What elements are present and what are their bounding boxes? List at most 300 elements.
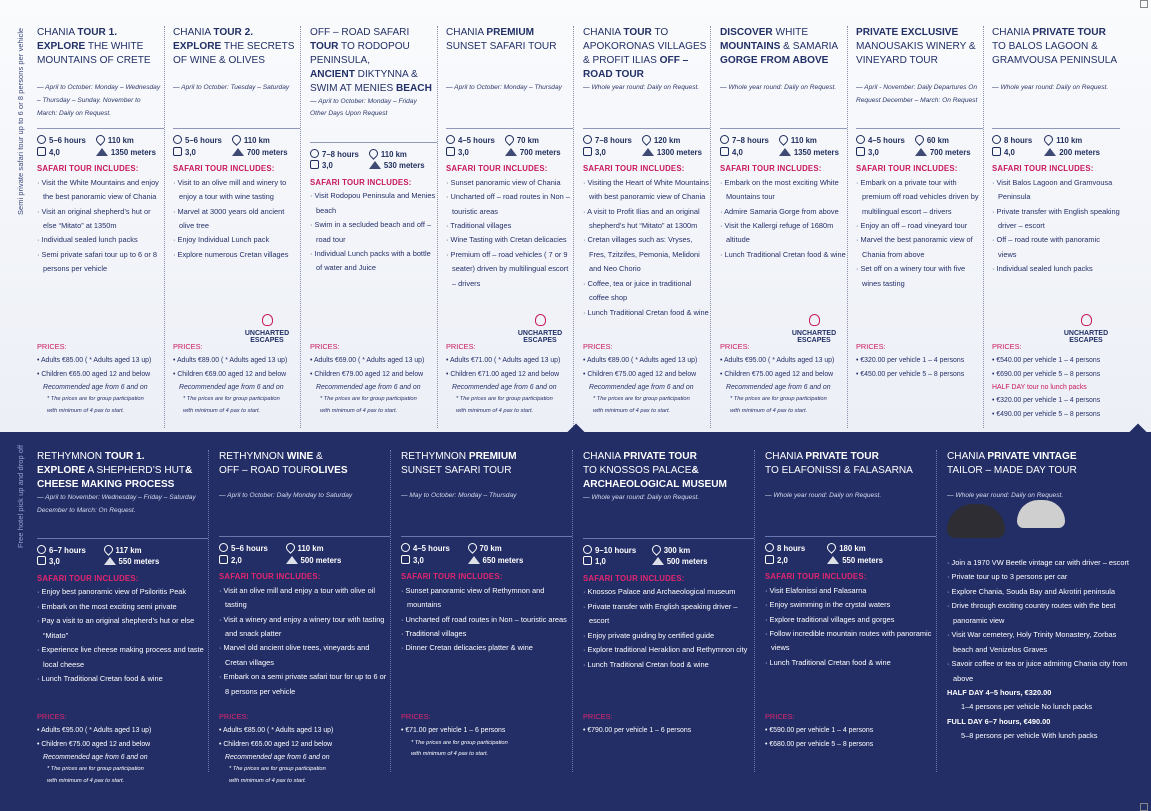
mountain-icon — [104, 557, 116, 565]
tour-stats — [401, 543, 531, 566]
divider — [173, 128, 300, 129]
list-item: · Marvel old ancient olive trees, vineyards and Cretan villages — [219, 641, 390, 670]
altitude-stat — [369, 160, 425, 172]
logo-mark-icon — [262, 314, 273, 326]
duration-stat — [856, 135, 905, 147]
title-part: TO — [651, 27, 669, 38]
schedule: — Whole year round: Daily on Request. — [720, 84, 837, 91]
price-line: • Adults €85.00 ( * Adults aged 13 up) — [219, 727, 334, 735]
rating-value: 2,0 — [231, 555, 242, 565]
distance-value: 117 km — [115, 545, 142, 555]
clock-icon — [856, 135, 865, 144]
title-strong: TOUR 1. — [104, 451, 145, 462]
duration-stat — [401, 543, 458, 555]
title-strong: TOUR — [623, 27, 652, 38]
altitude-value: 700 meters — [246, 147, 288, 157]
duration-value: 5–6 hours — [231, 544, 268, 553]
title-part: TAILOR – MADE DAY TOUR — [947, 464, 1077, 476]
includes-list — [37, 585, 208, 686]
tour-title — [720, 26, 847, 82]
rating-stat — [310, 160, 359, 172]
list-item: · Traditional villages — [401, 627, 572, 641]
tour-title — [37, 450, 208, 492]
price-line: HALF DAY tour no lunch packs — [992, 383, 1087, 391]
tour-title — [310, 26, 437, 96]
price-line: Recommended age from 6 and on — [452, 383, 557, 391]
title-part: & SAMARIA — [780, 40, 838, 52]
list-item: · Premium off – road vehicles ( 7 or 9 seater) driven by multilingual escort – drivers — [446, 248, 573, 291]
title-part: OFF – ROAD TOUR — [219, 464, 311, 476]
prices-block — [310, 340, 424, 417]
pin-icon — [503, 133, 516, 146]
uncharted-escapes-logo — [780, 314, 848, 344]
list-item: · Visit the White Mountains and enjoy the best panoramic view of Chania — [37, 176, 164, 205]
rating-stat — [992, 147, 1034, 159]
pin-icon — [94, 133, 107, 146]
title-part: A SHEPHERD’S HUT — [85, 464, 186, 476]
tour-column — [37, 450, 209, 784]
price-line: Recommended age from 6 and on — [225, 753, 330, 761]
list-item: · Embark on the most exciting White Mountains tour — [720, 176, 847, 205]
includes-list — [583, 585, 754, 672]
price-line: • Children €75.00 aged 12 and below — [37, 740, 151, 748]
list-item: · Visit the Kallergi refuge of 1680m altitude — [720, 219, 847, 248]
price-line: • Children €71.00 aged 12 and below — [446, 370, 560, 378]
price-line: • Children €65.00 aged 12 and below — [219, 740, 333, 748]
prices-block — [37, 340, 151, 417]
list-item: · Visiting the Heart of White Mountains with best panoramic view of Chania — [583, 176, 710, 205]
list-item: · Lunch Traditional Cretan food & wine — [720, 248, 847, 262]
altitude-value: 1350 meters — [793, 147, 839, 157]
includes-heading: SAFARI TOUR INCLUDES: — [720, 164, 822, 174]
vw-beetle-black-image — [947, 504, 1005, 538]
title-strong: TOUR — [310, 40, 339, 52]
logo-text: UNCHARTED — [791, 330, 837, 337]
tour-title — [583, 26, 710, 82]
includes-heading: SAFARI TOUR INCLUDES: — [583, 164, 685, 174]
prices-heading: PRICES: — [856, 342, 886, 351]
list-item: · Enjoy best panoramic view of Psiloritis Peak — [37, 585, 208, 599]
tour-stats — [765, 543, 895, 566]
mountain-icon — [468, 556, 480, 564]
distance-stat — [96, 135, 156, 147]
price-line: * The prices are for group participation — [183, 396, 280, 403]
schedule: — Whole year round: Daily on Request. — [992, 84, 1109, 91]
prices-block — [401, 710, 508, 760]
logo-mark-icon — [809, 314, 820, 326]
price-line: • Children €79.00 aged 12 and below — [310, 370, 424, 378]
title-part: CHANIA — [583, 451, 624, 462]
altitude-stat — [104, 556, 167, 568]
title-part: TO RODOPOU PENINSULA, — [310, 40, 410, 66]
list-item: · Visit War cemetery, Holy Trinity Monastery, Zorbas beach and Venizelos Graves — [947, 628, 1137, 657]
clock-icon — [992, 135, 1001, 144]
includes-heading: SAFARI TOUR INCLUDES: — [401, 572, 503, 582]
rating-value: 4,0 — [1004, 147, 1015, 157]
includes-heading: SAFARI TOUR INCLUDES: — [37, 574, 139, 584]
clock-icon — [37, 545, 46, 554]
divider — [310, 142, 437, 143]
price-line: • €71.00 per vehicle 1 – 6 persons — [401, 727, 506, 735]
list-item: · Semi private safari tour up to 6 or 8 persons per vehicle — [37, 248, 164, 277]
duration-value: 8 hours — [1004, 136, 1033, 145]
divider — [765, 536, 936, 537]
price-line: with minimum of 4 pax to start. — [320, 407, 398, 414]
title-part: CHANIA — [947, 451, 988, 462]
list-item: · Experience live cheese making process and taste local cheese — [37, 643, 208, 672]
tour-column — [219, 450, 391, 784]
duration-stat — [173, 135, 222, 147]
list-item: · Sunset panoramic view of Rethymnon and mountains — [401, 584, 572, 613]
tour-title — [37, 26, 164, 82]
price-line: * The prices are for group participation — [47, 396, 144, 403]
logo-text: ESCAPES — [523, 337, 557, 344]
divider — [219, 536, 390, 537]
list-item: · Private transfer with English speaking driver – escort — [992, 205, 1120, 234]
tour-title — [401, 450, 572, 490]
tour-column — [446, 26, 574, 428]
title-part: RETHYMNON — [401, 451, 469, 462]
list-item: · Marvel the best panoramic view of Chania from above — [856, 233, 983, 262]
duration-value: 4–5 hours — [458, 136, 495, 145]
distance-value: 110 km — [297, 544, 324, 553]
rating-value: 3,0 — [322, 161, 333, 171]
prices-heading: PRICES: — [583, 712, 613, 721]
list-item: · Set off on a winery tour with five wines tasting — [856, 262, 983, 291]
list-item: · Savoir coffee or tea or juice admiring Chania city from above — [947, 657, 1137, 686]
badge-icon — [173, 147, 182, 156]
title-strong: & CHEESE MAKING PROCESS — [37, 464, 193, 490]
price-line: • Adults €69.00 ( * Adults aged 13 up) — [310, 357, 425, 365]
logo-text: ESCAPES — [797, 337, 831, 344]
rating-stat — [173, 147, 222, 159]
list-item: · Embark on a semi private safari tour for up to 6 or 8 persons per vehicle — [219, 670, 390, 699]
list-item: · Uncharted off road routes in Non – touristic areas — [401, 613, 572, 627]
list-item: · Knossos Palace and Archaeological museum — [583, 585, 754, 599]
price-line: Recommended age from 6 and on — [589, 383, 694, 391]
rating-stat — [401, 555, 458, 567]
includes-list — [765, 584, 936, 671]
price-line: • €790.00 per vehicle 1 – 6 persons — [583, 727, 692, 735]
distance-value: 110 km — [107, 136, 134, 145]
altitude-value: 700 meters — [519, 147, 561, 157]
side-text-bottom: Free hotel pick up and drop off — [16, 444, 25, 548]
distance-stat — [779, 135, 839, 147]
rating-stat — [765, 555, 817, 567]
includes-heading: SAFARI TOUR INCLUDES: — [219, 572, 321, 582]
list-item: · Lunch Traditional Cretan food & wine — [37, 672, 208, 686]
tour-stats — [446, 135, 561, 158]
distance-value: 70 km — [479, 544, 502, 553]
list-item: · Cretan villages such as: Vryses, Fres, Tzitzifes, Pemonia, Melidoni and Neo Chorio — [583, 233, 710, 276]
tour-title — [947, 450, 1137, 490]
badge-icon — [583, 147, 592, 156]
prices-block — [720, 340, 834, 417]
tour-title — [219, 450, 390, 490]
list-item: · Lunch Traditional Cretan food & wine — [765, 656, 936, 670]
divider — [856, 128, 983, 129]
includes-heading: SAFARI TOUR INCLUDES: — [583, 574, 685, 584]
vintage-price: 1–4 persons per vehicle No lunch packs — [961, 702, 1093, 712]
title-strong: OLIVES — [310, 464, 348, 476]
distance-stat — [286, 543, 349, 555]
duration-stat — [37, 545, 94, 557]
schedule: — Whole year round: Daily on Request. — [947, 492, 1064, 499]
schedule: — April to October: Daily Monday to Saturday — [219, 492, 353, 499]
duration-stat — [310, 149, 359, 161]
list-item: · A visit to Profit Ilias and an original shepherd’s hut “Mitato” at 1300m — [583, 205, 710, 234]
tour-column — [856, 26, 984, 428]
distance-value: 300 km — [663, 545, 691, 555]
title-strong: PRIVATE TOUR — [623, 451, 697, 462]
title-strong: TOUR 2. — [213, 27, 254, 38]
title-part: RETHYMNON — [219, 451, 287, 462]
prices-heading: PRICES: — [37, 342, 67, 351]
bottom-panel — [0, 432, 1151, 811]
logo-mark-icon — [1081, 314, 1092, 326]
price-line: Recommended age from 6 and on — [179, 383, 284, 391]
price-line: with minimum of 4 pax to start. — [730, 407, 808, 414]
includes-list — [856, 176, 983, 292]
includes-heading: SAFARI TOUR INCLUDES: — [37, 164, 139, 174]
list-item: · Lunch Traditional Cretan food & wine — [583, 306, 710, 320]
title-strong: EXPLORE — [37, 464, 86, 476]
list-item: · Explore traditional Heraklion and Rethymnon city — [583, 643, 754, 657]
title-strong: EXPLORE — [37, 40, 86, 52]
vintage-list — [947, 556, 1137, 686]
logo-mark-icon — [535, 314, 546, 326]
title-part: THE SECRETS OF WINE & OLIVES — [173, 40, 295, 66]
distance-value: 110 km — [380, 149, 407, 159]
title-part: DIKTYNNA & SWIM AT MENIES — [310, 68, 418, 94]
clock-icon — [37, 135, 46, 144]
vintage-cars — [947, 504, 1137, 556]
title-strong: BEACH — [396, 82, 432, 94]
price-line: * The prices are for group participation — [456, 396, 553, 403]
rating-stat — [583, 147, 632, 159]
badge-icon — [583, 556, 592, 565]
tour-title — [173, 26, 300, 82]
prices-heading: PRICES: — [401, 712, 431, 721]
divider — [401, 536, 572, 537]
list-item: · Dinner Cretan delicacies platter & wine — [401, 641, 572, 655]
schedule: — May to October: Monday – Thursday — [401, 492, 517, 499]
title-part: SUNSET SAFARI TOUR — [401, 464, 512, 476]
title-part: CHANIA — [765, 451, 806, 462]
clock-icon — [583, 545, 592, 554]
list-item: · Lunch Traditional Cretan food & wine — [583, 658, 754, 672]
duration-value: 5–6 hours — [185, 136, 222, 145]
distance-stat — [642, 135, 702, 147]
list-item: · Embark on the most exciting semi private — [37, 600, 208, 614]
title-strong: PRIVATE EXCLUSIVE — [856, 27, 959, 38]
uncharted-escapes-logo — [233, 314, 301, 344]
includes-heading: SAFARI TOUR INCLUDES: — [992, 164, 1094, 174]
vintage-price: HALF DAY 4–5 hours, €320.00 — [947, 687, 1052, 697]
price-line: • €540.00 per vehicle 1 – 4 persons — [992, 357, 1101, 365]
duration-value: 7–8 hours — [595, 136, 632, 145]
tour-stats — [992, 135, 1102, 158]
price-line: • €320.00 per vehicle 1 – 4 persons — [856, 357, 965, 365]
schedule: — Whole year round: Daily on Request. — [583, 493, 700, 501]
title-strong: & ARCHAEOLOGICAL MUSEUM — [583, 464, 727, 490]
tour-title — [583, 450, 754, 492]
prices-block — [219, 710, 333, 787]
price-line: • €590.00 per vehicle 1 – 4 persons — [765, 727, 874, 735]
clock-icon — [310, 149, 319, 158]
title-part: TO BALOS LAGOON & GRAMVOUSA PENINSULA — [992, 40, 1118, 66]
duration-stat — [219, 543, 276, 555]
altitude-value: 650 meters — [482, 555, 524, 565]
distance-value: 110 km — [790, 136, 817, 145]
title-part: RETHYMNON — [37, 451, 105, 462]
altitude-value: 200 meters — [1059, 147, 1100, 157]
title-strong: ANCIENT — [310, 68, 355, 80]
mountain-icon — [915, 148, 927, 156]
duration-stat — [446, 135, 495, 147]
rating-value: 2,0 — [777, 555, 788, 565]
tour-column — [173, 26, 301, 428]
altitude-stat — [505, 147, 561, 159]
tour-title — [992, 26, 1120, 82]
prices-heading: PRICES: — [720, 342, 750, 351]
distance-value: 70 km — [516, 136, 539, 145]
altitude-value: 550 meters — [842, 555, 883, 565]
pin-icon — [640, 133, 653, 146]
altitude-stat — [779, 147, 839, 159]
rating-stat — [720, 147, 769, 159]
distance-stat — [505, 135, 561, 147]
prices-block — [583, 710, 691, 738]
title-part: WHITE — [772, 27, 809, 38]
divider — [720, 128, 847, 129]
mountain-icon — [779, 148, 791, 156]
duration-stat — [583, 545, 642, 557]
mountain-icon — [369, 161, 381, 169]
price-line: * The prices are for group participation — [593, 396, 690, 403]
vw-beetle-white-image — [1017, 500, 1065, 528]
title-part: APOKORONAS VILLAGES & PROFIT ILIAS — [583, 40, 707, 66]
title-strong: WINE — [286, 451, 314, 462]
list-item: · Traditional villages — [446, 219, 573, 233]
list-item: · Drive through exciting country routes with the best panoramic view — [947, 599, 1137, 628]
list-item: · Enjoy swimming in the crystal waters — [765, 598, 936, 612]
rating-stat — [37, 556, 94, 568]
title-part: CHANIA — [992, 27, 1033, 38]
title-strong: PRIVATE TOUR — [805, 451, 879, 462]
duration-value: 9–10 hours — [595, 545, 637, 555]
pin-icon — [650, 543, 663, 556]
tour-stats — [856, 135, 971, 158]
altitude-value: 550 meters — [118, 557, 160, 567]
list-item: · Individual sealed lunch packs — [37, 233, 164, 247]
tour-column — [310, 26, 438, 428]
title-part: OFF – ROAD SAFARI — [310, 27, 410, 38]
rating-value: 3,0 — [458, 147, 469, 157]
altitude-stat — [1044, 147, 1102, 159]
distance-stat — [369, 149, 425, 161]
tour-stats — [37, 545, 167, 568]
duration-value: 8 hours — [777, 544, 806, 553]
clock-icon — [219, 543, 228, 552]
prices-heading: PRICES: — [583, 342, 613, 351]
clock-icon — [401, 543, 410, 552]
list-item: · Off – road route with panoramic views — [992, 233, 1120, 262]
clock-icon — [720, 135, 729, 144]
logo-text: UNCHARTED — [1063, 330, 1109, 337]
price-line: • Children €75.00 aged 12 and below — [720, 370, 834, 378]
list-item: · Visit Rodopou Peninsula and Menies beach — [310, 189, 437, 218]
rating-value: 4,0 — [732, 147, 743, 157]
title-part: TO ELAFONISSI & FALASARNA — [765, 464, 913, 476]
tour-stats — [219, 543, 349, 566]
crop-mark — [1140, 803, 1148, 811]
mountain-icon — [827, 556, 839, 564]
price-line: • Adults €95.00 ( * Adults aged 13 up) — [720, 357, 835, 365]
divider — [583, 538, 754, 539]
pin-icon — [102, 543, 115, 556]
prices-block — [173, 340, 287, 417]
schedule: — April - November: Daily Departures On Request December – March: On Request — [856, 84, 978, 104]
includes-heading: SAFARI TOUR INCLUDES: — [856, 164, 958, 174]
title-part: & — [313, 451, 323, 462]
prices-heading: PRICES: — [173, 342, 203, 351]
distance-stat — [232, 135, 288, 147]
divider — [446, 128, 573, 129]
price-line: • €320.00 per vehicle 1 – 4 persons — [992, 397, 1101, 405]
list-item: · Individual sealed lunch packs — [992, 262, 1120, 276]
badge-icon — [401, 555, 410, 564]
badge-icon — [765, 555, 774, 564]
clock-icon — [583, 135, 592, 144]
vintage-price: 5–8 persons per vehicle With lunch packs — [961, 731, 1098, 741]
uncharted-escapes-logo — [1052, 314, 1120, 344]
list-item: · Wine Tasting with Cretan delicacies — [446, 233, 573, 247]
duration-value: 5–6 hours — [49, 136, 86, 145]
list-item: · Enjoy private guiding by certified guide — [583, 629, 754, 643]
price-line: • €690.00 per vehicle 5 – 8 persons — [992, 370, 1101, 378]
rating-stat — [37, 147, 86, 159]
rating-value: 1,0 — [595, 557, 606, 567]
tour-column — [37, 26, 165, 428]
mountain-icon — [286, 556, 298, 564]
list-item: · Explore Chania, Souda Bay and Akrotiri peninsula — [947, 585, 1137, 599]
prices-heading: PRICES: — [310, 342, 340, 351]
mountain-icon — [232, 148, 244, 156]
rating-stat — [856, 147, 905, 159]
price-line: with minimum of 4 pax to start. — [593, 407, 671, 414]
includes-heading: SAFARI TOUR INCLUDES: — [310, 177, 412, 187]
duration-stat — [37, 135, 86, 147]
price-line: * The prices are for group participation — [411, 739, 508, 746]
title-part: CHANIA — [37, 27, 78, 38]
altitude-value: 1300 meters — [656, 147, 702, 157]
schedule: — April to October: Monday – Wednesday – Thursday – Sunday. November to March: Daily on Request. — [37, 84, 161, 117]
altitude-stat — [468, 555, 531, 567]
distance-value: 60 km — [926, 136, 949, 145]
vintage-price: FULL DAY 6–7 hours, €490.00 — [947, 716, 1051, 726]
prices-heading: PRICES: — [765, 712, 795, 721]
price-line: • Children €75.00 aged 12 and below — [583, 370, 697, 378]
title-part: TO KNOSSOS PALACE — [583, 464, 692, 476]
divider — [583, 128, 710, 129]
price-line: with minimum of 4 pax to start. — [47, 407, 125, 414]
altitude-stat — [232, 147, 288, 159]
clock-icon — [446, 135, 455, 144]
price-line: Recommended age from 6 and on — [726, 383, 831, 391]
tour-stats — [173, 135, 288, 158]
duration-value: 4–5 hours — [413, 544, 450, 553]
